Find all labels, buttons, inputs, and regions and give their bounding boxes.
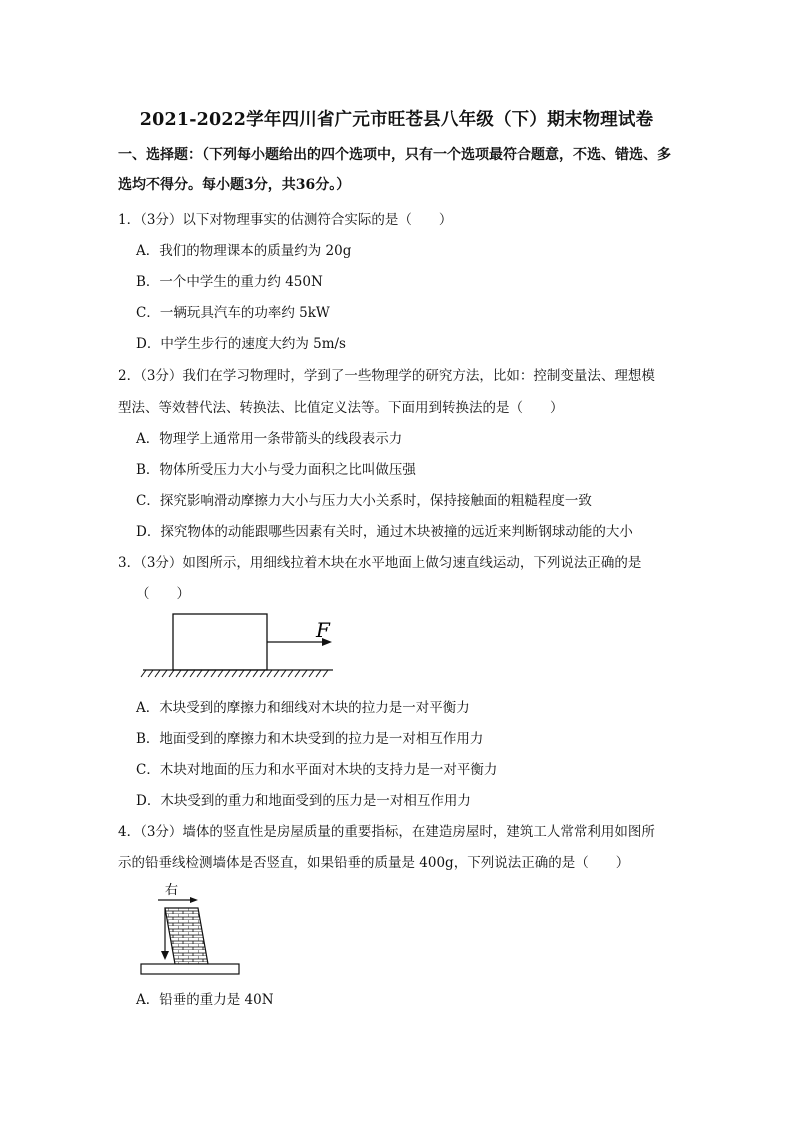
- question-4-option-a: A．铅垂的重力是 40N: [136, 992, 274, 1008]
- question-1-option-a: A．我们的物理课本的质量约为 20g: [136, 243, 352, 259]
- question-2-option-a: A．物理学上通常用一条带箭头的线段表示力: [136, 431, 403, 447]
- direction-arrowhead: [190, 897, 198, 903]
- force-label: F: [316, 618, 330, 642]
- question-3-stem-line-2: （ ）: [136, 586, 190, 602]
- question-1-stem: 1．（3分）以下对物理事实的估测符合实际的是（ ）: [118, 212, 453, 228]
- question-2-stem-line-1: 2．（3分）我们在学习物理时，学到了一些物理学的研究方法，比如：控制变量法、理想模: [118, 368, 655, 384]
- question-3-option-b: B．地面受到的摩擦力和木块受到的拉力是一对相互作用力: [136, 731, 484, 747]
- direction-label: 右: [165, 883, 179, 898]
- question-2-option-d: D．探究物体的动能跟哪些因素有关时，通过木块被撞的远近来判断钢球动能的大小: [136, 524, 633, 540]
- brick-wall: [165, 908, 208, 964]
- question-1-option-c: C．一辆玩具汽车的功率约 5kW: [136, 305, 330, 321]
- section-heading: [118, 140, 678, 200]
- question-1-option-d: D．中学生步行的速度大约为 5m/s: [136, 336, 346, 352]
- question-2-option-c: C．探究影响滑动摩擦力大小与压力大小关系时，保持接触面的粗糙程度一致: [136, 493, 592, 509]
- base-plate: [141, 964, 239, 974]
- question-3-figure: [138, 608, 338, 688]
- question-3-option-a: A．木块受到的摩擦力和细线对木块的拉力是一对平衡力: [136, 700, 470, 716]
- question-3-stem-line-1: 3．（3分）如图所示，用细线拉着木块在水平地面上做匀速直线运动，下列说法正确的是: [118, 555, 642, 571]
- plumb-bob: [161, 951, 169, 960]
- question-3-option-d: D．木块受到的重力和地面受到的压力是一对相互作用力: [136, 793, 471, 809]
- section-heading-line-1: 一、选择题：（下列每小题给出的四个选项中，只有一个选项最符合题意，不选、错选、多: [118, 147, 671, 163]
- question-1-option-b: B．一个中学生的重力约 450N: [136, 274, 323, 290]
- question-2-stem-line-2: 型法、等效替代法、转换法、比值定义法等。下面用到转换法的是（ ）: [118, 400, 564, 416]
- question-4-stem-line-2: 示的铅垂线检测墙体是否竖直，如果铅垂的质量是 400g，下列说法正确的是（ ）: [118, 855, 630, 871]
- question-4-stem-line-1: 4．（3分）墙体的竖直性是房屋质量的重要指标，在建造房屋时，建筑工人常常利用如图所: [118, 824, 655, 840]
- section-heading-line-2: 选均不得分。每小题3分，共36分。）: [118, 177, 351, 193]
- ground-hatching: [141, 670, 328, 677]
- question-4-figure: [138, 878, 248, 980]
- question-2-option-b: B．物体所受压力大小与受力面积之比叫做压强: [136, 462, 416, 478]
- question-3-option-c: C．木块对地面的压力和水平面对木块的支持力是一对平衡力: [136, 762, 498, 778]
- page-title: 2021-2022学年四川省广元市旺苍县八年级（下）期末物理试卷: [139, 110, 654, 130]
- wood-block: [173, 614, 267, 670]
